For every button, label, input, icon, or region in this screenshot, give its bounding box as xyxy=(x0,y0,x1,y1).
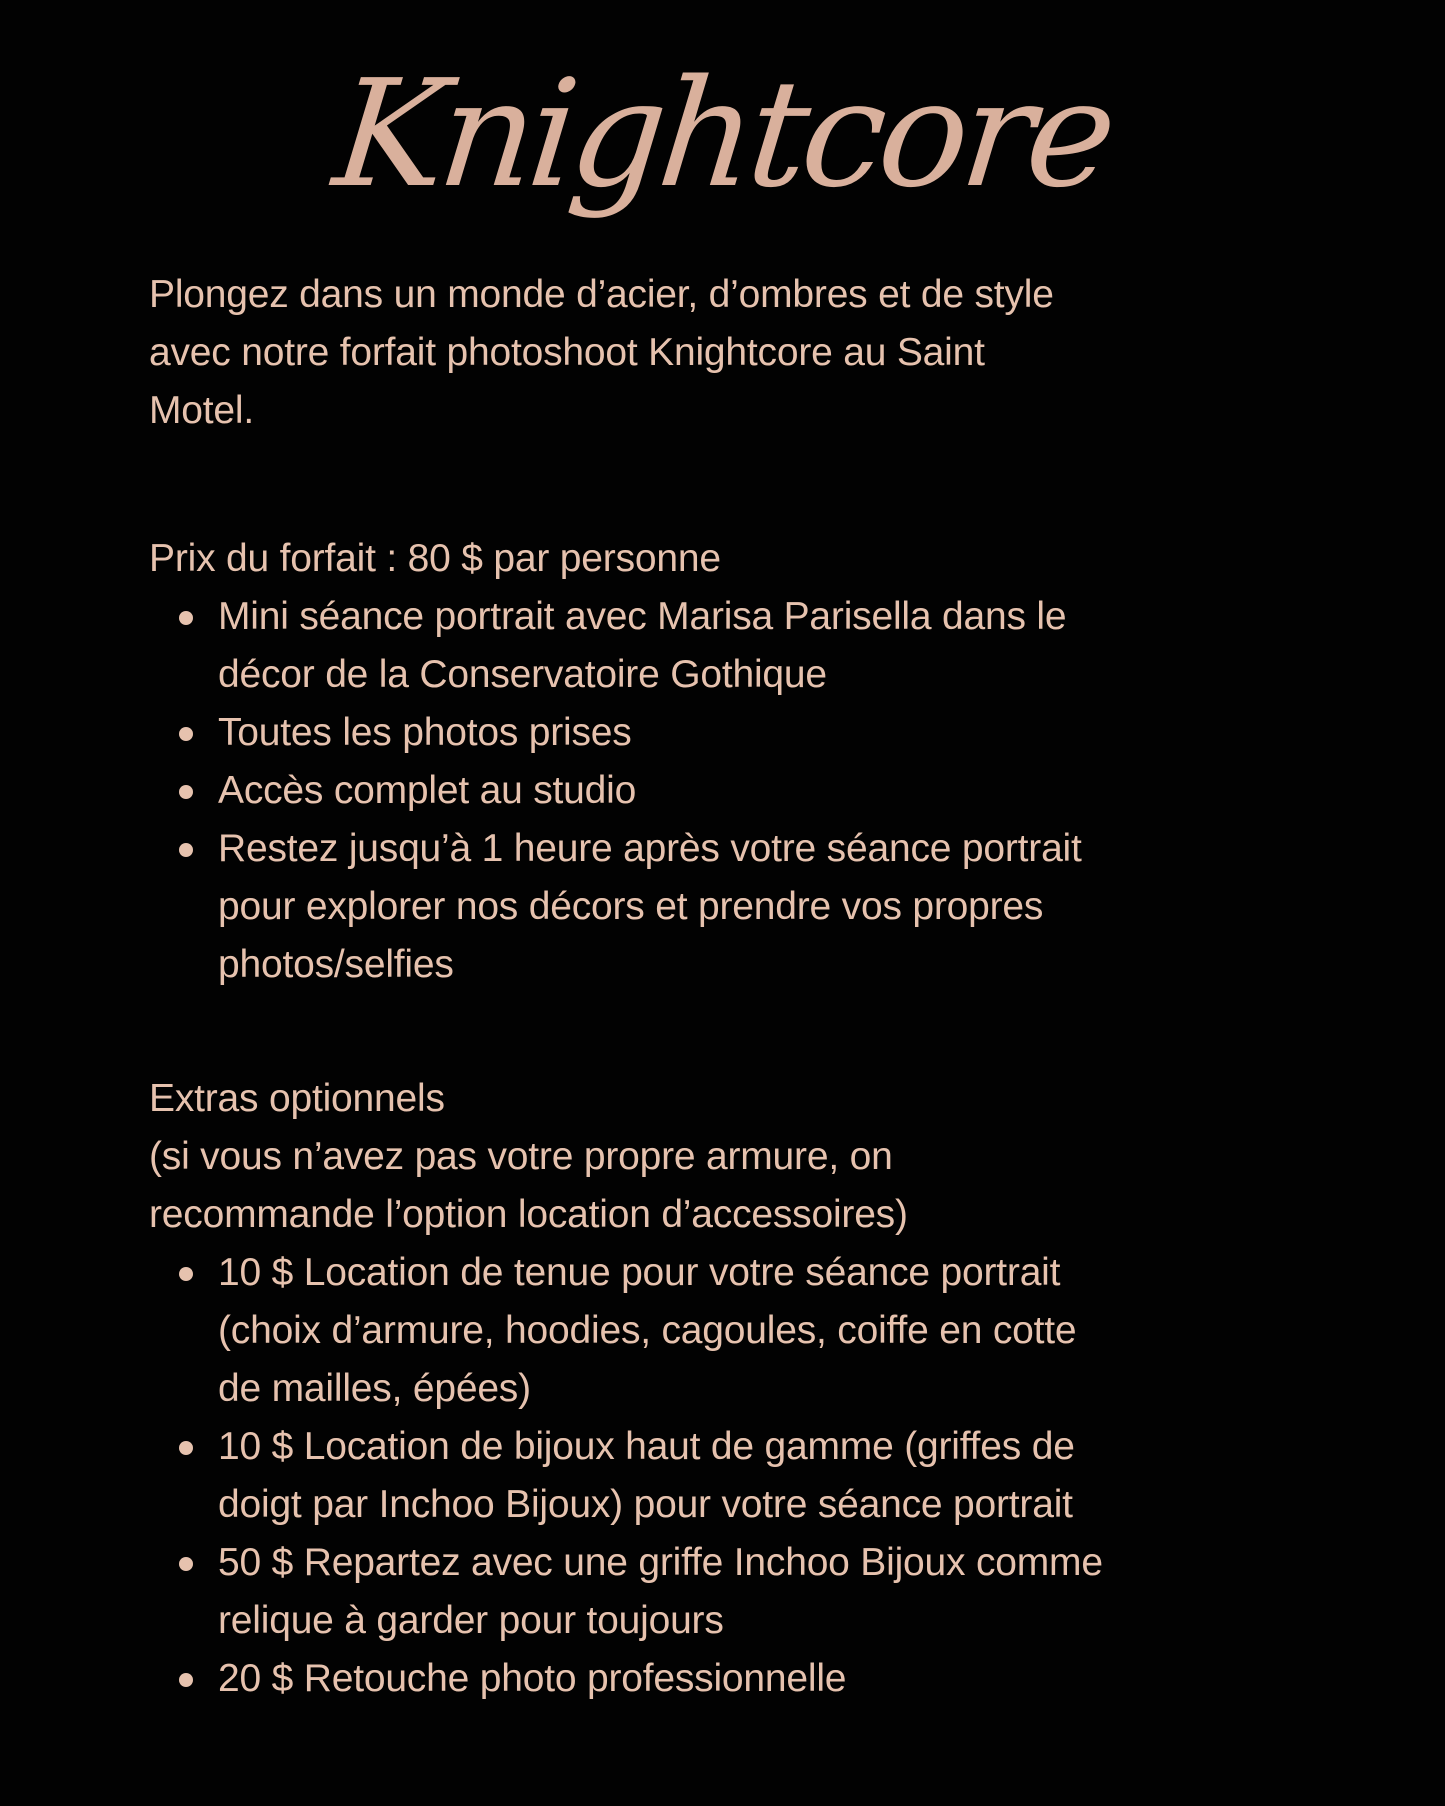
text-line: (si vous n’avez pas votre propre armure, on xyxy=(149,1135,893,1178)
text-line: doigt par Inchoo Bijoux) pour votre séance portrait xyxy=(218,1483,1073,1526)
list-item xyxy=(149,762,1329,820)
flyer-body xyxy=(149,266,1329,1708)
text-line: photos/selfies xyxy=(218,943,454,986)
bullet-lines xyxy=(218,762,636,820)
bullet-lines xyxy=(218,588,1066,704)
bullet-lines xyxy=(218,820,1082,994)
pricing-list xyxy=(149,588,1329,994)
text-line: de mailles, épées) xyxy=(218,1367,531,1410)
list-item xyxy=(149,820,1329,994)
text-line: Plongez dans un monde d’acier, d’ombres et de style xyxy=(149,273,1054,316)
text-line: 10 $ Location de bijoux haut de gamme (griffes de xyxy=(218,1425,1075,1468)
list-item xyxy=(149,588,1329,704)
text-line: Restez jusqu’à 1 heure après votre séance portrait xyxy=(218,827,1082,870)
text-line: relique à garder pour toujours xyxy=(218,1599,724,1642)
text-line: 20 $ Retouche photo professionnelle xyxy=(218,1657,847,1700)
bullet-lines xyxy=(218,1534,1103,1650)
text-line: (choix d’armure, hoodies, cagoules, coiffe en cotte xyxy=(218,1309,1077,1352)
bullet-icon xyxy=(179,1673,193,1687)
text-line: recommande l’option location d’accessoires) xyxy=(149,1193,908,1236)
text-line: Extras optionnels xyxy=(149,1077,445,1120)
text-line: Toutes les photos prises xyxy=(218,711,632,754)
text-line: 10 $ Location de tenue pour votre séance portrait xyxy=(218,1251,1061,1294)
page-title: Knightcore xyxy=(327,48,1119,220)
bullet-icon xyxy=(179,843,193,857)
text-line: Mini séance portrait avec Marisa Parisella dans le xyxy=(218,595,1067,638)
pricing-heading: Prix du forfait : 80 $ par personne xyxy=(149,537,721,580)
bullet-icon xyxy=(179,1557,193,1571)
bullet-icon xyxy=(179,1267,193,1281)
paragraph-spacer xyxy=(149,440,1329,530)
list-item xyxy=(149,704,1329,762)
list-item xyxy=(149,1244,1329,1418)
extras-list xyxy=(149,1244,1329,1708)
bullet-lines xyxy=(218,1418,1075,1534)
text-line: 50 $ Repartez avec une griffe Inchoo Bijoux comme xyxy=(218,1541,1103,1584)
paragraph-spacer xyxy=(149,994,1329,1070)
text-line: Accès complet au studio xyxy=(218,769,637,812)
intro-paragraph xyxy=(149,266,1329,440)
text-line: Motel. xyxy=(149,389,255,432)
bullet-lines xyxy=(218,1244,1076,1418)
bullet-icon xyxy=(179,1441,193,1455)
extras-heading xyxy=(149,1070,1329,1244)
text-line: avec notre forfait photoshoot Knightcore au Saint xyxy=(149,331,985,374)
list-item xyxy=(149,1534,1329,1650)
text-line: décor de la Conservatoire Gothique xyxy=(218,653,827,696)
bullet-icon xyxy=(179,785,193,799)
bullet-lines xyxy=(218,704,632,762)
list-item xyxy=(149,1418,1329,1534)
list-item xyxy=(149,1650,1329,1708)
bullet-icon xyxy=(179,727,193,741)
bullet-lines xyxy=(218,1650,846,1708)
bullet-icon xyxy=(179,611,193,625)
text-line: pour explorer nos décors et prendre vos propres xyxy=(218,885,1044,928)
